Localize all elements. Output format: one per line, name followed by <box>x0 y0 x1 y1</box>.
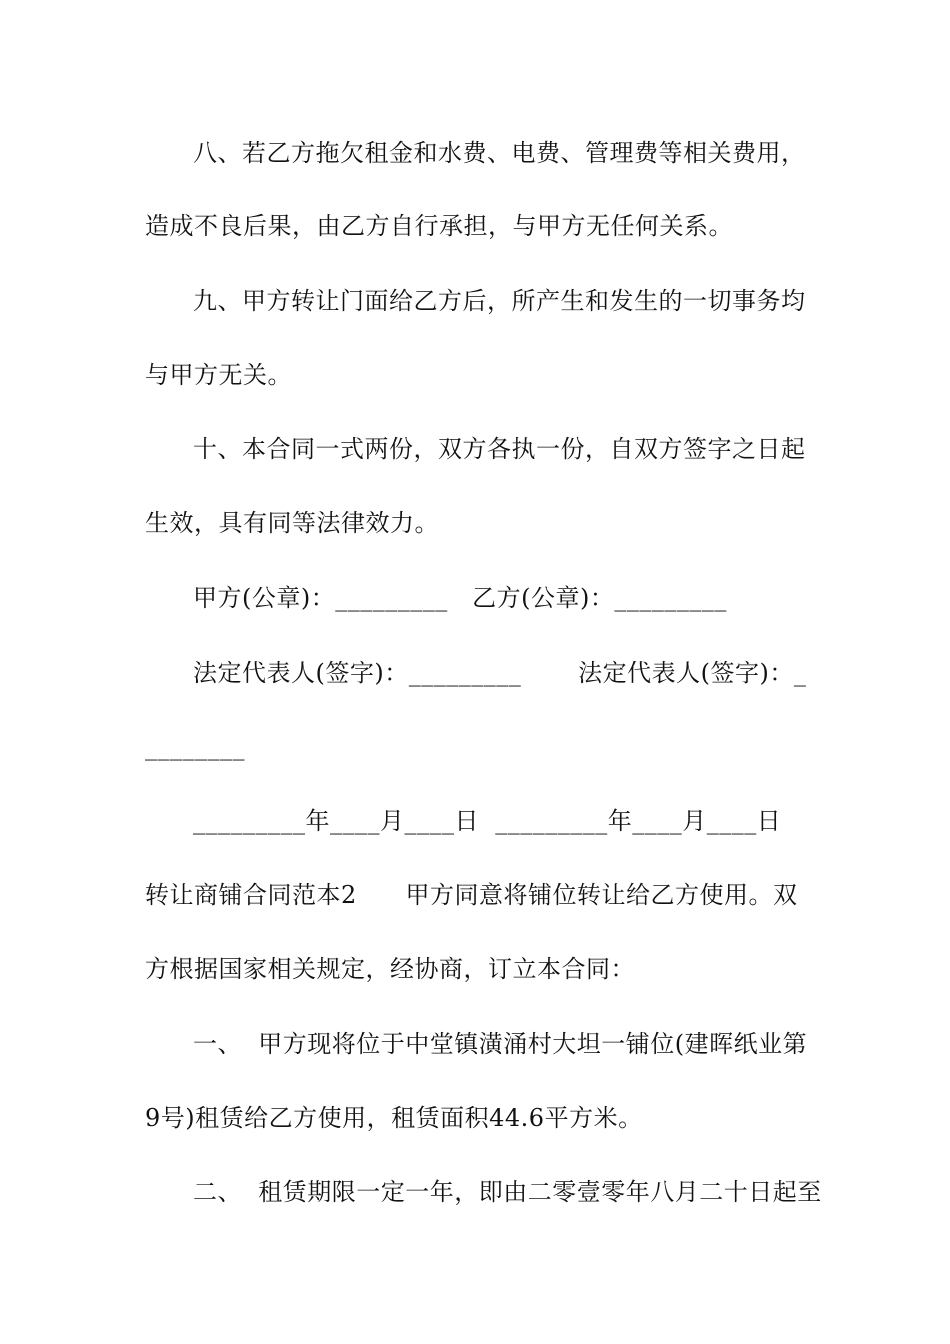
article-1-line-2: 9号)租赁给乙方使用，租赁面积44.6平方米。 <box>145 1104 643 1132</box>
clause-10-line-1: 十、本合同一式两份，双方各执一份，自双方签字之日起 <box>193 435 806 463</box>
clause-9-line-1: 九、甲方转让门面给乙方后，所产生和发生的一切事务均 <box>193 287 806 315</box>
legal-rep-signature-continued: ________ <box>145 733 245 761</box>
party-seal-line: 甲方(公章)：_________ 乙方(公章)：_________ <box>193 584 727 612</box>
legal-rep-signature-line: 法定代表人(签字)：_________ 法定代表人(签字)：_ <box>193 659 807 687</box>
sample-2-heading-line: 转让商铺合同范本2 甲方同意将铺位转让给乙方使用。双 <box>145 881 798 909</box>
clause-8-line-1: 八、若乙方拖欠租金和水费、电费、管理费等相关费用， <box>193 139 806 167</box>
clause-10-line-2: 生效，具有同等法律效力。 <box>145 509 439 537</box>
clause-8-line-2: 造成不良后果，由乙方自行承担，与甲方无任何关系。 <box>145 212 733 240</box>
sample-2-intro-line: 方根据国家相关规定，经协商，订立本合同： <box>145 955 635 983</box>
date-line: _________年____月____日 _________年____月____日 <box>193 807 782 835</box>
article-1-line-1: 一、 甲方现将位于中堂镇潢涌村大坦一铺位(建晖纸业第 <box>193 1030 808 1058</box>
article-2-line-1: 二、 租赁期限一定一年，即由二零壹零年八月二十日起至 <box>193 1178 822 1206</box>
clause-9-line-2: 与甲方无关。 <box>145 361 292 389</box>
